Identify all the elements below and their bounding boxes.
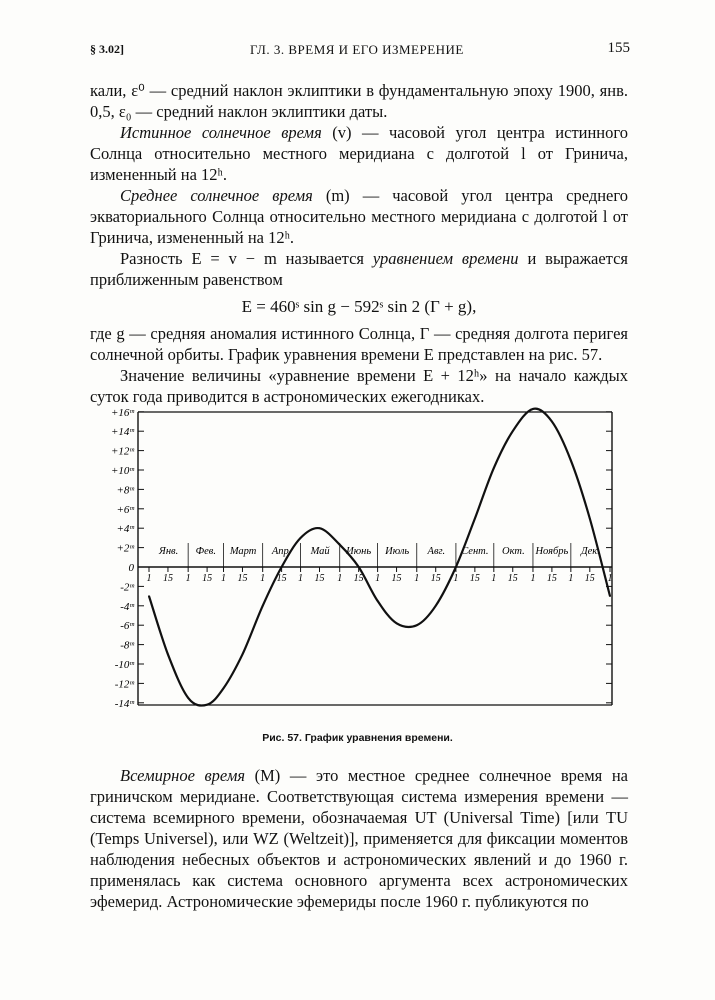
- term-true-solar-time: Истинное солнечное время: [120, 123, 322, 142]
- month-label: Июнь: [346, 546, 372, 557]
- y-tick-label: +4ᵐ: [116, 523, 134, 536]
- definition-true-solar-time: (v) — часовой угол центра истинного Солнца относительно местного меридиана с долготой l от Гринича, измененный на 12ʰ.: [90, 123, 628, 184]
- paragraph-mean-solar-time: [90, 185, 628, 248]
- x-day-label: 1: [375, 573, 381, 584]
- data-point: [262, 605, 264, 607]
- chapter-title: ГЛ. 3. ВРЕМЯ И ЕГО ИЗМЕРЕНИЕ: [250, 42, 464, 57]
- equation-text-a: Разность E = v − m называется: [120, 249, 373, 268]
- month-label: Май: [310, 546, 330, 557]
- data-point: [167, 653, 169, 655]
- month-label: Авг.: [427, 546, 446, 557]
- y-tick-label: +10ᵐ: [110, 465, 134, 477]
- paragraph-true-solar-time: [90, 122, 628, 185]
- data-point: [319, 527, 321, 529]
- y-tick-label: -14ᵐ: [114, 697, 134, 710]
- x-day-label: 15: [430, 573, 441, 584]
- month-label: Фев.: [195, 546, 216, 557]
- month-label: Апр.: [271, 546, 292, 557]
- top-text-block: [90, 80, 628, 407]
- section-ref: § 3.02]: [90, 42, 124, 56]
- data-point: [206, 704, 208, 706]
- x-day-label: 1: [185, 573, 191, 584]
- x-day-label: 15: [584, 573, 595, 584]
- x-day-label: 15: [202, 573, 213, 584]
- y-tick-label: +16ᵐ: [110, 406, 134, 419]
- x-day-label: 1: [568, 573, 574, 584]
- x-day-label: 1: [337, 573, 343, 584]
- y-tick-label: +6ᵐ: [116, 503, 134, 516]
- x-day-label: 15: [469, 573, 480, 584]
- data-point: [223, 687, 225, 689]
- data-point: [281, 566, 283, 568]
- data-point: [532, 408, 534, 410]
- paragraph-epsilon: кали, ε⁰ — средний наклон эклиптики в фундаментальную эпоху 1900, янв. 0,5, ε₀ — средний наклон эклиптики даты.: [90, 81, 628, 121]
- y-tick-label: -6ᵐ: [120, 620, 134, 633]
- month-label: Дек.: [580, 546, 600, 557]
- definition-mean-solar-time: (m) — часовой угол центра среднего экваториального Солнца относительно местного меридиана с долготой l от Гринича, измененный на 12ʰ.: [90, 186, 628, 247]
- x-day-label: 15: [391, 573, 402, 584]
- y-tick-label: +14ᵐ: [110, 426, 134, 439]
- y-tick-label: -4ᵐ: [120, 600, 134, 613]
- data-point: [187, 697, 189, 699]
- month-label: Март: [229, 546, 257, 557]
- data-point: [493, 467, 495, 469]
- x-day-label: 1: [607, 573, 613, 584]
- data-point: [551, 421, 553, 423]
- y-tick-label: -8ᵐ: [120, 639, 134, 652]
- data-point: [377, 600, 379, 602]
- x-day-label: 15: [162, 573, 173, 584]
- month-label: Янв.: [158, 546, 179, 557]
- y-tick-label: -2ᵐ: [120, 581, 134, 594]
- data-point: [570, 459, 572, 461]
- month-label: Ноябрь: [535, 546, 569, 557]
- equation-of-time-curve: [146, 409, 610, 706]
- x-day-label: 15: [276, 573, 287, 584]
- month-label: Сент.: [461, 546, 489, 557]
- data-point: [300, 537, 302, 539]
- month-label: Окт.: [502, 546, 525, 557]
- term-universal-time: Всемирное время: [120, 766, 246, 785]
- paragraph-universal-time: Всемирное время (M) — это местное среднее солнечное время на гриничском меридиане. Соответствующая система измерения времени — система всемирного времени, обозначаемая UT (Universal Time) [или TU (Temps Universel), или WZ (Weltzeit)], применяется для фиксации моментов наблюдения небесных объектов и астрономических явлений и до 1960 г. применялась как система основного аргумента всех астрономических эфемерид. Астрономические эфемериды после 1960 г. публикуются по: [90, 766, 628, 911]
- y-tick-label: +2ᵐ: [116, 542, 134, 555]
- page-number: 155: [607, 40, 630, 56]
- data-point: [339, 544, 341, 546]
- x-day-label: 15: [353, 573, 364, 584]
- data-point: [242, 653, 244, 655]
- x-day-label: 1: [221, 573, 227, 584]
- data-point: [416, 624, 418, 626]
- figure-caption: Рис. 57. График уравнения времени.: [262, 732, 453, 744]
- x-day-label: 1: [491, 573, 497, 584]
- data-point: [512, 430, 514, 432]
- y-tick-label: +12ᵐ: [110, 445, 134, 458]
- paragraph-anomaly: где g — средняя аномалия истинного Солнца, Γ — средняя долгота перигея солнечной орбиты. График уравнения времени E представлен на рис. 57.: [90, 324, 628, 364]
- paragraph-almanac: Значение величины «уравнение времени E + 12ʰ» на начало каждых суток года приводится в астрономических ежегодниках.: [90, 366, 628, 406]
- x-day-label: 1: [414, 573, 420, 584]
- y-tick-label: +8ᵐ: [116, 484, 134, 497]
- bottom-text-block: [90, 765, 628, 912]
- equation-text-b: и выражается приближенным равенством: [90, 249, 628, 289]
- term-mean-solar-time: Среднее солнечное время: [120, 186, 313, 205]
- x-day-label: 1: [146, 573, 152, 584]
- equation-of-time-chart: [0, 395, 715, 725]
- data-point: [148, 595, 150, 597]
- y-tick-label: -10ᵐ: [114, 659, 134, 671]
- x-day-label: 15: [237, 573, 248, 584]
- x-day-label: 1: [298, 573, 304, 584]
- data-point: [455, 566, 457, 568]
- x-day-label: 15: [546, 573, 557, 584]
- term-equation-of-time: уравнением времени: [372, 249, 519, 268]
- data-point: [609, 595, 611, 597]
- y-tick-label: 0: [128, 562, 134, 574]
- page-header: [90, 40, 630, 62]
- x-day-label: 1: [260, 573, 266, 584]
- equation-formula: E = 460ˢ sin g − 592ˢ sin 2 (Γ + g),: [241, 297, 477, 316]
- data-point: [474, 518, 476, 520]
- x-day-label: 15: [314, 573, 325, 584]
- data-point: [589, 518, 591, 520]
- data-point: [396, 622, 398, 624]
- month-label: Июль: [385, 546, 410, 557]
- data-point: [435, 605, 437, 607]
- y-tick-label: -12ᵐ: [114, 678, 134, 691]
- x-day-label: 1: [453, 573, 459, 584]
- paragraph-equation-of-time: [90, 248, 628, 290]
- x-day-label: 15: [507, 573, 518, 584]
- data-point: [358, 566, 360, 568]
- x-day-label: 1: [530, 573, 536, 584]
